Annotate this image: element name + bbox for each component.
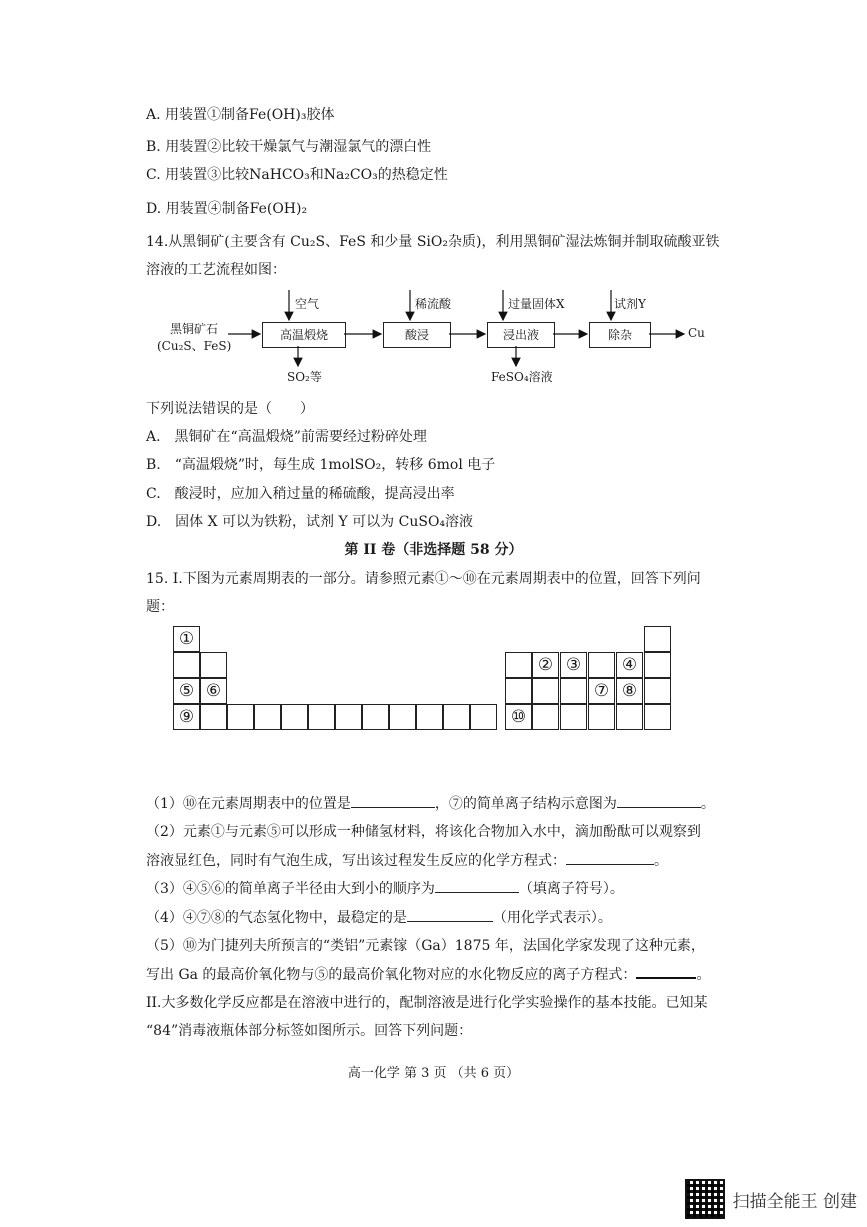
pt-cell	[588, 704, 615, 730]
pt-cell-element-1: ①	[173, 626, 200, 652]
pt-cell	[616, 704, 643, 730]
q13-option-a: A. 用装置①制备Fe(OH)₃胶体	[146, 107, 335, 123]
pt-cell	[532, 704, 559, 730]
pt-cell	[505, 678, 532, 704]
q15-part1-text-a: （1）⑩在元素周期表中的位置是	[146, 796, 351, 812]
q15-part3	[146, 878, 624, 898]
pt-cell-element-9: ⑨	[173, 704, 200, 730]
q14-stem-line2: 溶液的工艺流程如图：	[146, 262, 286, 278]
q15-part1-text-c: 。	[700, 796, 715, 812]
pt-cell	[335, 704, 362, 730]
q15-part5-line1: （5）⑩为门捷列夫所预言的“类铝”元素镓（Ga）1875 年，法国化学家发现了这种元素，	[146, 938, 705, 954]
flow-input-reagent-y: 试剂Y	[614, 297, 646, 311]
q15-part2-text: 溶液显红色，同时有气泡生成，写出该过程发生反应的化学方程式：	[146, 853, 566, 869]
pt-cell-element-6: ⑥	[200, 678, 227, 704]
pt-cell	[588, 652, 615, 678]
q15-ii-line1: II.大多数化学反应都是在溶液中进行的，配制溶液是进行化学实验操作的基本技能。已知某	[146, 995, 708, 1011]
scanner-watermark	[685, 1179, 857, 1219]
pt-cell-element-7: ⑦	[588, 678, 615, 704]
qr-code-icon	[685, 1179, 725, 1219]
section-title: 第 II 卷（非选择题 58 分）	[344, 542, 523, 558]
pt-cell-element-8: ⑧	[616, 678, 643, 704]
q15-ii-line2: “84”消毒液瓶体部分标签如图所示。回答下列问题：	[146, 1023, 473, 1039]
q15-part2-end: 。	[654, 853, 668, 869]
answer-blank[interactable]	[407, 907, 493, 922]
q14-option-a: A. 黑铜矿在“高温煅烧”前需要经过粉碎处理	[146, 429, 427, 445]
q15-part5-text: 写出 Ga 的最高价氧化物与⑤的最高价氧化物对应的水化物反应的离子方程式：	[146, 967, 637, 983]
pt-cell	[416, 704, 443, 730]
answer-blank[interactable]	[435, 878, 519, 893]
q15-part2-line1: （2）元素①与元素⑤可以形成一种储氢材料，将该化合物加入水中，滴加酚酞可以观察到	[146, 824, 701, 840]
pt-cell	[470, 704, 497, 730]
page-footer: 高一化学 第 3 页 （共 6 页）	[347, 1066, 520, 1081]
pt-cell-element-10: ⑩	[505, 704, 532, 730]
pt-cell	[560, 678, 587, 704]
pt-cell	[644, 652, 671, 678]
answer-blank[interactable]	[566, 850, 654, 865]
pt-cell	[308, 704, 335, 730]
q15-part4-text-b: （用化学式表示）。	[492, 910, 612, 926]
flow-product-cu: Cu	[688, 326, 705, 340]
q15-part5-line2	[146, 963, 710, 984]
q15-part1-text-b: ，⑦的简单离子结构示意图为	[434, 796, 617, 812]
q14-option-b: B. “高温煅烧”时，每生成 1molSO₂，转移 6mol 电子	[146, 457, 496, 473]
flow-input-acid: 稀流酸	[415, 297, 452, 311]
answer-blank[interactable]	[351, 793, 435, 808]
pt-cell	[254, 704, 281, 730]
q15-part3-text-b: （填离子符号）。	[518, 881, 624, 897]
flow-box-purify: 除杂	[589, 322, 651, 348]
q15-intro-line1: 15. I.下图为元素周期表的一部分。请参照元素①～⑩在元素周期表中的位置，回答下列问	[146, 571, 701, 587]
q15-part1	[146, 793, 715, 813]
pt-cell	[644, 626, 671, 652]
pt-cell	[362, 704, 389, 730]
flow-input-solid-x: 过量固体X	[508, 297, 565, 311]
pt-cell	[532, 678, 559, 704]
pt-cell	[227, 704, 254, 730]
flow-raw-line1: 黑铜矿石	[170, 322, 219, 336]
q14-option-c: C. 酸浸时，应加入稍过量的稀硫酸，提高浸出率	[146, 486, 455, 502]
flow-box-leachate: 浸出液	[487, 322, 555, 348]
q13-option-c: C. 用装置③比较NaHCO₃和Na₂CO₃的热稳定性	[146, 167, 448, 183]
pt-cell	[644, 678, 671, 704]
q14-question: 下列说法错误的是（ ）	[146, 401, 314, 417]
answer-blank[interactable]	[617, 793, 701, 808]
q14-stem-line1: 14.从黑铜矿(主要含有 Cu₂S、FeS 和少量 SiO₂杂质)，利用黑铜矿湿法炼铜并制取硫酸亚铁	[146, 234, 720, 250]
pt-cell	[281, 704, 308, 730]
q13-option-b: B. 用装置②比较干燥氯气与潮湿氯气的漂白性	[146, 139, 432, 155]
pt-cell	[505, 652, 532, 678]
flow-output-so2: SO₂等	[287, 370, 322, 384]
pt-cell-element-4: ④	[616, 652, 643, 678]
answer-blank[interactable]	[636, 963, 696, 979]
pt-cell	[200, 652, 227, 678]
flow-arrows	[0, 0, 867, 420]
flow-box-acid-leach: 酸浸	[383, 322, 451, 348]
pt-cell-element-2: ②	[532, 652, 559, 678]
q15-intro-line2: 题：	[146, 599, 174, 615]
q15-part3-text-a: （3）④⑤⑥的简单离子半径由大到小的顺序为	[146, 881, 435, 897]
pt-cell-element-5: ⑤	[173, 678, 200, 704]
pt-cell	[200, 704, 227, 730]
q15-part4-text-a: （4）④⑦⑧的气态氢化物中，最稳定的是	[146, 910, 407, 926]
flow-raw-line2: (Cu₂S、FeS)	[157, 339, 232, 353]
pt-cell	[560, 704, 587, 730]
pt-cell-element-3: ③	[560, 652, 587, 678]
q14-option-d: D. 固体 X 可以为铁粉，试剂 Y 可以为 CuSO₄溶液	[146, 514, 474, 530]
watermark-text: 扫描全能王 创建	[732, 1191, 857, 1212]
pt-cell	[644, 704, 671, 730]
pt-cell	[443, 704, 470, 730]
pt-cell	[173, 652, 200, 678]
pt-cell	[389, 704, 416, 730]
flow-input-air: 空气	[295, 297, 320, 311]
q15-part4	[146, 907, 612, 927]
flow-box-roasting: 高温煅烧	[262, 322, 346, 348]
q15-part5-end: 。	[696, 967, 711, 983]
q13-option-d: D. 用装置④制备Fe(OH)₂	[146, 201, 308, 217]
q15-part2-line2	[146, 850, 668, 870]
flow-output-feso4: FeSO₄溶液	[491, 370, 553, 384]
